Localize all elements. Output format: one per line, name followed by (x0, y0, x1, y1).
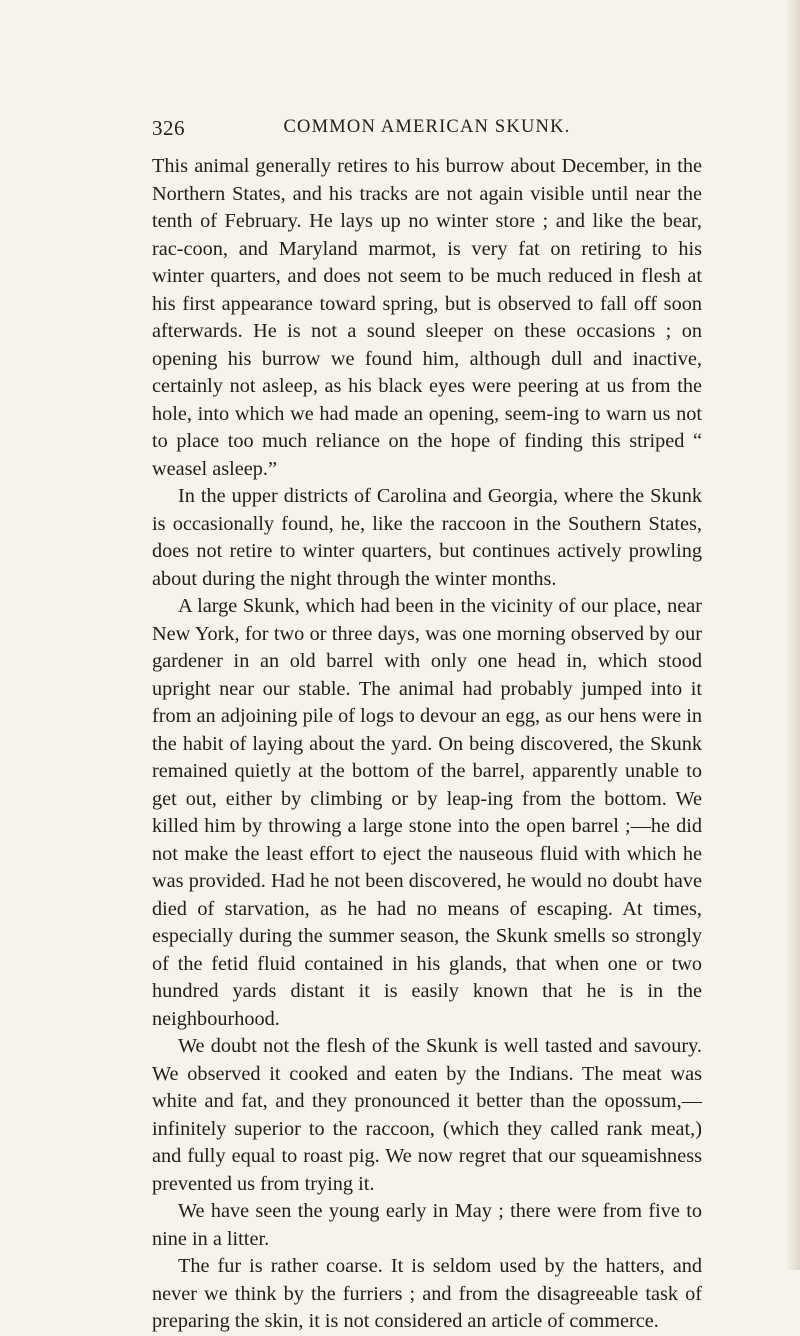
paragraph: A large Skunk, which had been in the vicinity of our place, near New York, for two or three days, was one morning observed by our gardener in an old barrel with only one head in, which stood upright near our stable. The animal had probably jumped into it from an adjoining pile of logs to devour an egg, as our hens were in the habit of laying about the yard. On being discovered, the Skunk remained quietly at the bottom of the barrel, apparently unable to get out, either by climbing or by leap-ing from the bottom. We killed him by throwing a large stone into the open barrel ;—he did not make the least effort to eject the nauseous fluid with which he was provided. Had he not been discovered, he would no doubt have died of starvation, as he had no means of escaping. At times, especially during the summer season, the Skunk smells so strongly of the fetid fluid contained in his glands, that when one or two hundred yards distant it is easily known that he is in the neighbourhood. (152, 595, 702, 1030)
running-head: COMMON AMERICAN SKUNK. (283, 117, 571, 137)
page-number: 326 (152, 116, 185, 140)
paragraph: We have seen the young early in May ; there were from five to nine in a litter. (152, 1200, 702, 1250)
page-edge-shadow (786, 0, 800, 1270)
paragraph: We doubt not the flesh of the Skunk is well tasted and savoury. We observed it cooked and eaten by the Indians. The meat was white and fat, and they pronounced it better than the opossum,—infinitely superior to the raccoon, (which they called rank meat,) and fully equal to roast pig. We now regret that our squeamishness prevented us from trying it. (152, 1035, 702, 1195)
paragraph: This animal generally retires to his burrow about December, in the Northern States, and his tracks are not again visible until near the tenth of February. He lays up no winter store ; and like the bear, rac-coon, and Maryland marmot, is very fat on retiring to his winter quarters, and does not seem to be much reduced in flesh at his first appearance toward spring, but is observed to fall off soon afterwards. He is not a sound sleeper on these occasions ; on opening his burrow we found him, although dull and inactive, certainly not asleep, as his black eyes were peering at us from the hole, into which we had made an opening, seem-ing to warn us not to place too much reliance on the hope of finding this striped “ weasel asleep.” (152, 155, 702, 480)
paragraph: The fur is rather coarse. It is seldom used by the hatters, and never we think by the furriers ; and from the disagreeable task of preparing the skin, it is not considered an article of commerce. (152, 1255, 702, 1332)
page-header (152, 116, 702, 146)
body-text (152, 153, 702, 1336)
paragraph: In the upper districts of Carolina and Georgia, where the Skunk is occasionally found, he, like the raccoon in the Southern States, does not retire to winter quarters, but continues actively prowling about during the night through the winter months. (152, 485, 702, 590)
